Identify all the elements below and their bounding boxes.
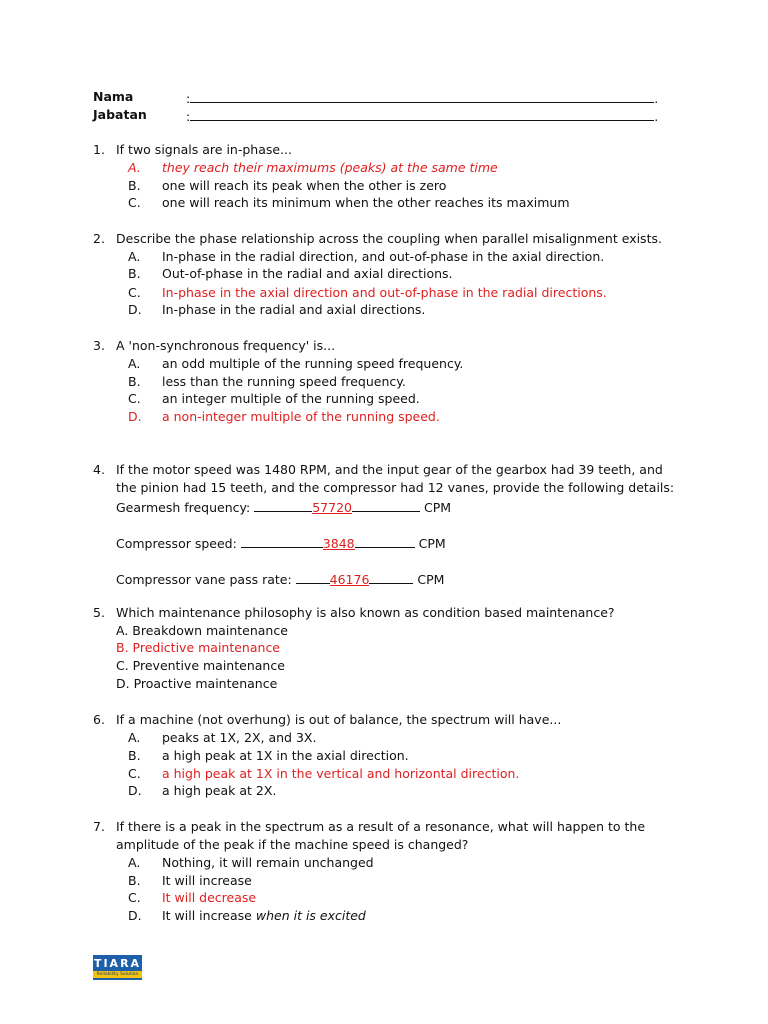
- q7-option-c: It will decrease: [162, 890, 257, 905]
- q1-option-a-letter: A.: [128, 160, 141, 175]
- q6-option-d-letter: D.: [128, 783, 142, 798]
- gearmesh-value[interactable]: 57720: [312, 500, 352, 515]
- q7-option-a: Nothing, it will remain unchanged: [162, 855, 374, 870]
- q3-option-c-letter: C.: [128, 391, 141, 406]
- q5-option-c: C. Preventive maintenance: [116, 658, 285, 673]
- question-4-number: 4.: [93, 462, 105, 477]
- q6-option-c-letter: C.: [128, 766, 141, 781]
- question-3-text: A 'non-synchronous frequency' is...: [116, 338, 336, 353]
- compressor-speed-unit: CPM: [418, 536, 446, 551]
- question-6-text: If a machine (not overhung) is out of balance, the spectrum will have...: [116, 712, 562, 727]
- q7-option-d: It will increase when it is excited: [162, 908, 366, 923]
- q3-option-c: an integer multiple of the running speed.: [162, 391, 420, 406]
- q1-option-b-letter: B.: [128, 178, 141, 193]
- q6-option-b: a high peak at 1X in the axial direction.: [162, 748, 409, 763]
- logo-tagline: Reliability Solution: [93, 971, 142, 978]
- q3-option-a: an odd multiple of the running speed frequency.: [162, 356, 464, 371]
- q6-option-a-letter: A.: [128, 730, 141, 745]
- question-2-number: 2.: [93, 231, 105, 246]
- q6-option-d: a high peak at 2X.: [162, 783, 277, 798]
- vane-pass-value[interactable]: 46176: [329, 572, 370, 587]
- q5-option-b: B. Predictive maintenance: [116, 640, 281, 655]
- q2-option-c-letter: C.: [128, 285, 141, 300]
- q6-option-c: a high peak at 1X in the vertical and horizontal direction.: [162, 766, 520, 781]
- q2-option-b: Out-of-phase in the radial and axial directions.: [162, 266, 453, 281]
- q3-option-b: less than the running speed frequency.: [162, 374, 406, 389]
- question-5-number: 5.: [93, 605, 105, 620]
- nama-label: Nama: [93, 89, 134, 104]
- q7-option-d-letter: D.: [128, 908, 142, 923]
- q3-option-d: a non-integer multiple of the running speed.: [162, 409, 440, 424]
- q6-option-a: peaks at 1X, 2X, and 3X.: [162, 730, 317, 745]
- question-7-number: 7.: [93, 819, 105, 834]
- q2-option-a: In-phase in the radial direction, and out-of-phase in the axial direction.: [162, 249, 605, 264]
- question-3-number: 3.: [93, 338, 105, 353]
- q7-option-c-letter: C.: [128, 890, 141, 905]
- compressor-speed-row: [116, 534, 446, 552]
- q5-option-d: D. Proactive maintenance: [116, 676, 278, 691]
- vane-pass-unit: CPM: [417, 572, 445, 587]
- question-7-line-2: amplitude of the peak if the machine speed is changed?: [116, 837, 469, 852]
- tiara-logo: [93, 955, 142, 980]
- q3-option-b-letter: B.: [128, 374, 141, 389]
- q5-option-a: A. Breakdown maintenance: [116, 623, 288, 638]
- q7-option-b: It will increase: [162, 873, 252, 888]
- logo-name: TIARA: [93, 957, 142, 970]
- question-1-number: 1.: [93, 142, 105, 157]
- jabatan-label: Jabatan: [93, 107, 147, 122]
- q7-option-b-letter: B.: [128, 873, 141, 888]
- q7-option-a-letter: A.: [128, 855, 141, 870]
- q2-option-d: In-phase in the radial and axial directions.: [162, 302, 426, 317]
- question-4-line-1: If the motor speed was 1480 RPM, and the input gear of the gearbox had 39 teeth, and: [116, 462, 663, 477]
- q2-option-a-letter: A.: [128, 249, 141, 264]
- q1-option-b: one will reach its peak when the other is zero: [162, 178, 447, 193]
- q2-option-b-letter: B.: [128, 266, 141, 281]
- q3-option-d-letter: D.: [128, 409, 142, 424]
- question-2-text: Describe the phase relationship across the coupling when parallel misalignment exists.: [116, 231, 662, 246]
- gearmesh-row: [116, 498, 451, 516]
- question-4-line-2: the pinion had 15 teeth, and the compressor had 12 vanes, provide the following details:: [116, 480, 675, 495]
- q3-option-a-letter: A.: [128, 356, 141, 371]
- gearmesh-label: Gearmesh frequency:: [116, 500, 251, 515]
- question-6-number: 6.: [93, 712, 105, 727]
- nama-field[interactable]: : .: [186, 91, 659, 106]
- question-5-text: Which maintenance philosophy is also known as condition based maintenance?: [116, 605, 615, 620]
- q1-option-c-letter: C.: [128, 195, 141, 210]
- vane-pass-row: [116, 570, 444, 588]
- q2-option-d-letter: D.: [128, 302, 142, 317]
- q1-option-c: one will reach its minimum when the other reaches its maximum: [162, 195, 570, 210]
- q2-option-c: In-phase in the axial direction and out-of-phase in the radial directions.: [162, 285, 607, 300]
- gearmesh-unit: CPM: [423, 500, 452, 515]
- compressor-speed-label: Compressor speed:: [116, 536, 237, 551]
- question-1-text: If two signals are in-phase...: [116, 142, 293, 157]
- q6-option-b-letter: B.: [128, 748, 141, 763]
- q1-option-a: they reach their maximums (peaks) at the same time: [162, 160, 498, 175]
- compressor-speed-value[interactable]: 3848: [322, 536, 355, 551]
- vane-pass-label: Compressor vane pass rate:: [116, 572, 292, 587]
- question-7-line-1: If there is a peak in the spectrum as a result of a resonance, what will happen to the: [116, 819, 646, 834]
- jabatan-field[interactable]: : .: [186, 109, 659, 124]
